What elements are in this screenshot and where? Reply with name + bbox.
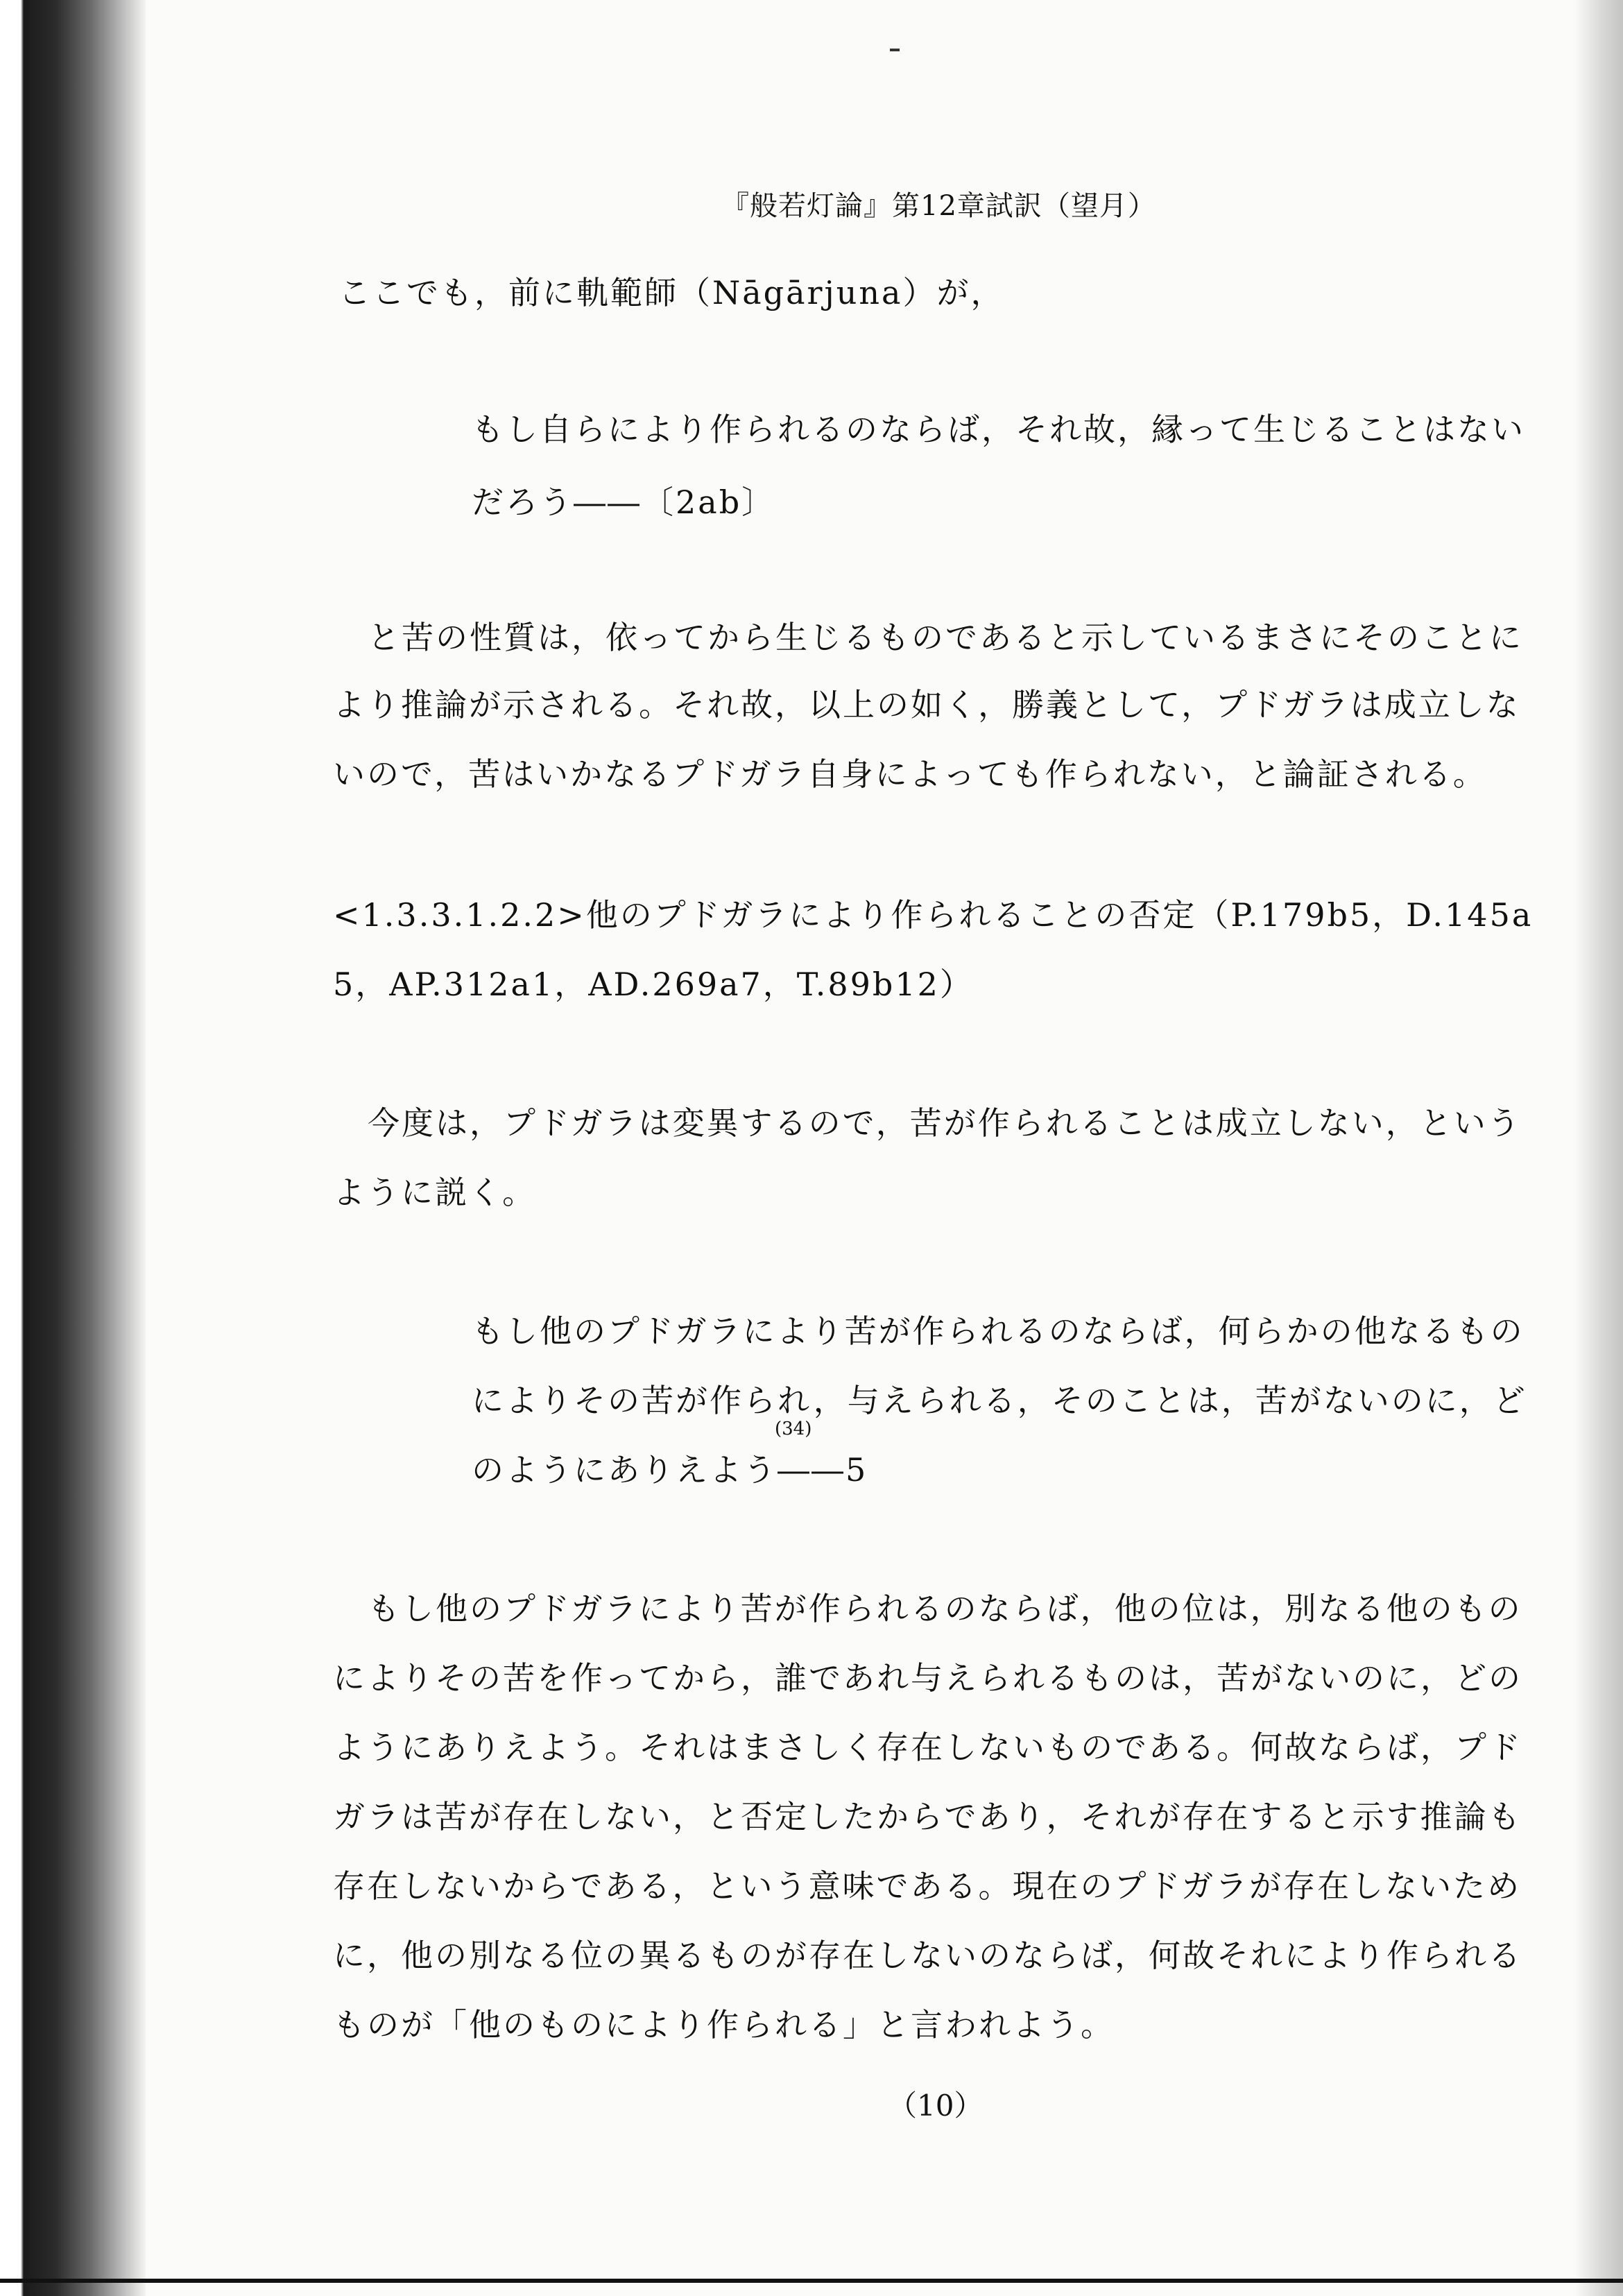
para2-line2: ように説く。 <box>333 1174 537 1211</box>
verse1-line1: もし自らにより作られるのならば，それ故，縁って生じることはない <box>472 411 1525 448</box>
scan-speck <box>890 49 900 51</box>
book-gutter-shadow <box>0 0 146 2296</box>
para1-line2: より推論が示される。それ故，以上の如く，勝義として，プドガラは成立しな <box>333 686 1520 723</box>
page-number: （10） <box>888 2089 984 2123</box>
verse2-line2: によりその苦が作られ，与えられる，そのことは，苦がないのに，ど <box>472 1382 1527 1419</box>
section-heading-line1: <1.3.3.1.2.2>他のプドガラにより作られることの否定（P.179b5，D.145a <box>333 896 1534 934</box>
para3-line6: に，他の別なる位の異るものが存在しないのならば，何故それにより作られる <box>333 1937 1522 1974</box>
section-heading-line2: 5，AP.312a1，AD.269a7，T.89b12） <box>333 966 974 1003</box>
verse2-line1: もし他のプドガラにより苦が作られるのならば，何らかの他なるもの <box>472 1312 1525 1350</box>
bottom-rule <box>0 2279 1623 2283</box>
para3-line2: によりその苦を作ってから，誰であれ与えられるものは，苦がないのに，どの <box>333 1659 1522 1697</box>
verse1-line2: だろう――〔2ab〕 <box>472 483 776 521</box>
para1-line1: と苦の性質は，依ってから生じるものであると示しているまさにそのことに <box>368 619 1523 656</box>
running-head: 『般若灯論』第12章試訳（望月） <box>721 190 1156 222</box>
page-edge-shadow <box>1574 0 1623 2296</box>
para1-line3: いので，苦はいかなるプドガラ自身によっても作られない，と論証される。 <box>333 755 1487 793</box>
para2-line1: 今度は，プドガラは変異するので，苦が作られることは成立しない，という <box>368 1104 1522 1142</box>
intro-line: ここでも，前に軌範師（Nāgārjuna）が， <box>338 274 1005 311</box>
para3-line4: ガラは苦が存在しない，と否定したからであり，それが存在すると示す推論も <box>333 1798 1522 1835</box>
para3-line1: もし他のプドガラにより苦が作られるのならば，他の位は，別なる他のもの <box>368 1590 1522 1627</box>
para3-line7: ものが「他のものにより作られる」と言われよう。 <box>333 2006 1115 2044</box>
footnote-marker: (34) <box>775 1419 812 1439</box>
para3-line3: ようにありえよう。それはまさしく存在しないものである。何故ならば，プド <box>333 1729 1522 1766</box>
para3-line5: 存在しないからである，という意味である。現在のプドガラが存在しないため <box>333 1867 1522 1905</box>
verse2-line3: のようにありえよう――5 <box>472 1451 868 1489</box>
